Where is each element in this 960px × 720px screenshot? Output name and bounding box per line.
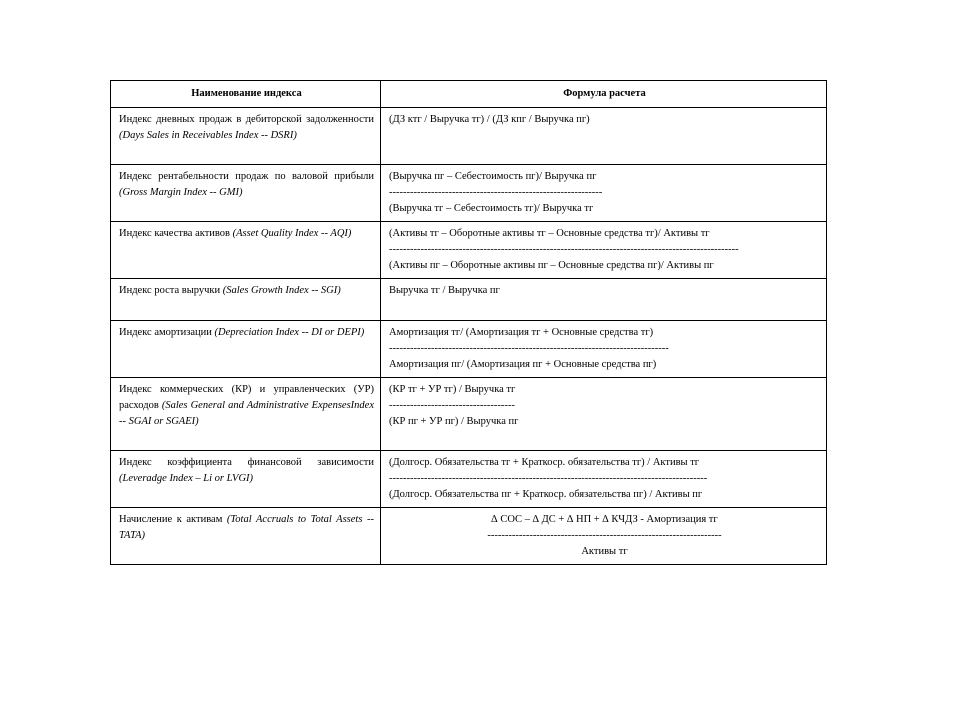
formula-denominator: (Выручка тг – Себестоимость тг)/ Выручка тг — [389, 203, 594, 214]
column-header-formula: Формула расчета — [381, 81, 827, 108]
formula-denominator: Активы тг — [581, 546, 628, 557]
formula-divider: -------------------------------------------------------------------------------- — [389, 343, 669, 354]
table-row — [111, 165, 827, 222]
index-name-ru: Индекс коэффициента финансовой зависимости — [119, 457, 374, 468]
index-name-ru: Индекс роста выручки — [119, 285, 221, 296]
index-name-ru: Начисление к активам — [119, 514, 223, 525]
index-name-en: (Leveradge Index – Li or LVGI) — [119, 473, 254, 484]
formula-denominator: Амортизация пг/ (Амортизация пг + Основные средства пг) — [389, 359, 657, 370]
table-row — [111, 222, 827, 279]
table-row — [111, 378, 827, 451]
formula-line: Выручка тг / Выручка пг — [389, 285, 500, 296]
index-name-en: (Gross Margin Index -- GMI) — [119, 187, 243, 198]
formula-divider: ---------------------------------------------------------------------------------------------------- — [389, 244, 739, 255]
index-name-cell — [111, 108, 381, 165]
table-header-row — [111, 81, 827, 108]
index-name-en: (Depreciation Index -- DI or DEPI) — [214, 327, 365, 338]
formula-denominator: (КР пг + УР пг) / Выручка пг — [389, 416, 519, 427]
column-header-name: Наименование индекса — [111, 81, 381, 108]
index-name-cell — [111, 279, 381, 321]
formula-line: (ДЗ ктг / Выручка тг) / (ДЗ кпг / Выручка пг) — [389, 114, 590, 125]
formula-numerator: (КР тг + УР тг) / Выручка тг — [389, 384, 516, 395]
index-name-en: (Total Accruals to Total Assets -- TATA) — [119, 514, 374, 541]
table-row — [111, 508, 827, 565]
table-row — [111, 321, 827, 378]
table-row — [111, 279, 827, 321]
index-name-cell — [111, 321, 381, 378]
formula-divider: ------------------------------------------------------------------- — [487, 530, 722, 541]
formula-cell — [381, 321, 827, 378]
index-name-ru: Индекс рентабельности продаж по валовой прибыли — [119, 171, 374, 182]
formula-cell — [381, 279, 827, 321]
formula-denominator: (Долгоср. Обязательства пг + Краткоср. обязательства пг) / Активы пг — [389, 489, 703, 500]
table-row — [111, 108, 827, 165]
index-name-en: (Sales Growth Index -- SGI) — [222, 285, 341, 296]
formula-numerator: (Активы тг – Оборотные активы тг – Основные средства тг)/ Активы тг — [389, 228, 710, 239]
formula-divider: ------------------------------------------------------------------------------------------- — [389, 473, 708, 484]
index-name-cell — [111, 508, 381, 565]
index-name-cell — [111, 222, 381, 279]
index-name-ru: Индекс амортизации — [119, 327, 212, 338]
formula-numerator: ∆ СОС – ∆ ДС + ∆ НП + ∆ КЧДЗ - Амортизация тг — [491, 514, 718, 525]
formula-cell — [381, 451, 827, 508]
index-name-en: (Asset Quality Index -- AQI) — [232, 228, 352, 239]
formula-numerator: (Долгоср. Обязательства тг + Краткоср. обязательства тг) / Активы тг — [389, 457, 700, 468]
formula-cell — [381, 108, 827, 165]
formula-cell — [381, 165, 827, 222]
index-name-ru: Индекс качества активов — [119, 228, 230, 239]
formula-cell — [381, 222, 827, 279]
formula-numerator: Амортизация тг/ (Амортизация тг + Основные средства тг) — [389, 327, 654, 338]
formula-divider: ------------------------------------------------------------- — [389, 187, 603, 198]
formula-cell — [381, 508, 827, 565]
table-row — [111, 451, 827, 508]
formula-numerator: (Выручка пг – Себестоимость пг)/ Выручка пг — [389, 171, 597, 182]
formula-cell — [381, 378, 827, 451]
formula-denominator: (Активы пг – Оборотные активы пг – Основные средства пг)/ Активы пг — [389, 260, 714, 271]
index-name-ru: Индекс коммерческих (КР) и управленческих (УР) расходов — [119, 384, 374, 411]
index-name-cell — [111, 165, 381, 222]
index-name-cell — [111, 451, 381, 508]
formula-divider: ------------------------------------ — [389, 400, 515, 411]
index-name-en: (Sales General and Administrative ExpensesIndex -- SGAI or SGAEI) — [119, 400, 374, 427]
index-name-cell — [111, 378, 381, 451]
index-name-en: (Days Sales in Receivables Index -- DSRI) — [119, 130, 297, 141]
index-table — [110, 80, 827, 565]
index-name-ru: Индекс дневных продаж в дебиторской задолженности — [119, 114, 374, 125]
